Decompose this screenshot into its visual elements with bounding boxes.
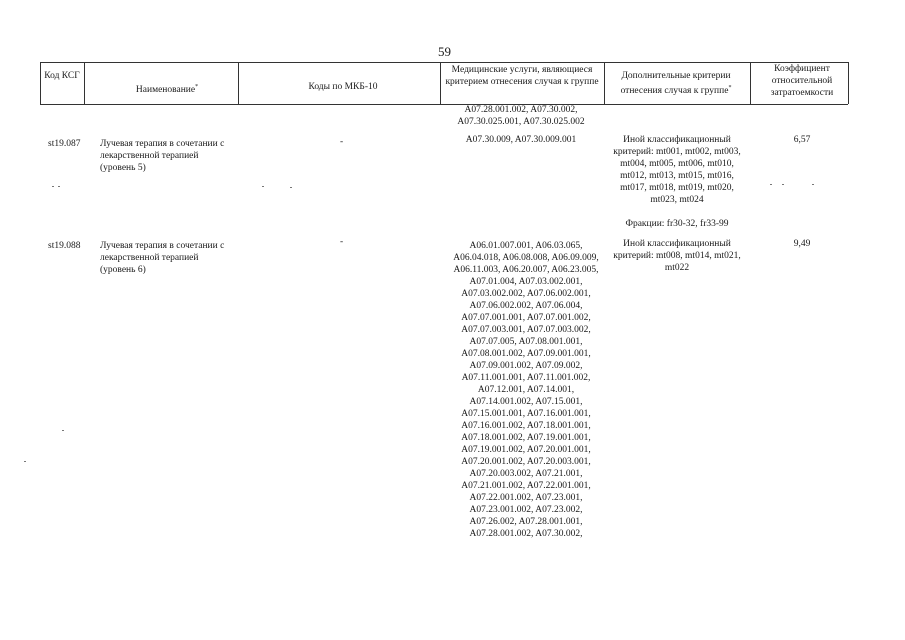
header-services: Медицинские услуги, являющиеся критерием отнесения случая к группе bbox=[445, 65, 599, 87]
carry-over-services: A07.28.001.002, A07.30.002, A07.30.025.001, A07.30.025.002 bbox=[457, 105, 585, 127]
header-extra bbox=[605, 70, 747, 97]
row-code: st19.087 bbox=[48, 139, 81, 149]
header-mkb: Коды по МКБ-10 bbox=[308, 82, 378, 92]
header-code: Код КСГ bbox=[44, 71, 80, 81]
row-extra: Иной классификационный критерий: mt008, mt014, mt021, mt022 bbox=[613, 239, 741, 273]
row-name: Лучевая терапия в сочетании с лекарственной терапией (уровень 5) bbox=[100, 139, 225, 173]
scan-speck bbox=[24, 461, 26, 462]
header-name-text: Наименование bbox=[135, 85, 196, 96]
row-coef: 9,49 bbox=[793, 239, 811, 249]
scan-speck bbox=[262, 186, 264, 187]
scan-speck bbox=[782, 184, 784, 185]
col-divider bbox=[84, 62, 85, 104]
row-services: A06.01.007.001, A06.03.065, A06.04.018, A06.08.008, A06.09.009, A06.11.003, A06.20.007, A06.23.005, A07.01.004, A07.03.002.001, A07.03.002.002, A07.06.002.001, A07.06.002.002, A07.06.004, A07.07.001.001, A07.07.001.002, A07.07.003.001, A07.07.003.002, A07.07.005, A07.08.001.001, A07.08.001.002, A07.09.001.001, A07.09.001.002, A07.09.002, A07.11.001.001, A07.11.001.002, A07.12.001, A07.14.001, A07.14.001.002, A07.15.001, A07.15.001.001, A07.16.001.001, A07.16.001.002, A07.18.001.001, A07.18.001.002, A07.19.001.001, A07.19.001.002, A07.20.001.001, A07.20.001.002, A07.20.003.001, A07.20.003.002, A07.21.001, A07.21.001.002, A07.22.001.001, A07.22.001.002, A07.23.001, A07.23.001.002, A07.23.002, A07.26.002, A07.28.001.001, A07.28.001.002, A07.30.002, bbox=[453, 241, 599, 539]
footnote-mark: * bbox=[195, 84, 199, 90]
row-extra-fractions: Фракции: fr30-32, fr33-99 bbox=[625, 219, 729, 229]
header-name bbox=[100, 81, 234, 96]
row-coef: 6,57 bbox=[793, 135, 811, 145]
row-mkb: - bbox=[340, 137, 344, 147]
row-services: A07.30.009, A07.30.009.001 bbox=[465, 135, 577, 145]
header-extra-text: Дополнительные критерии отнесения случая к группе bbox=[620, 71, 731, 97]
scan-speck bbox=[62, 430, 64, 431]
scan-speck bbox=[58, 186, 60, 187]
row-code: st19.088 bbox=[48, 241, 81, 251]
row-mkb: - bbox=[340, 237, 344, 247]
page-number: 59 bbox=[438, 44, 451, 59]
scan-speck bbox=[290, 187, 292, 188]
header-top-rule bbox=[40, 62, 848, 63]
col-divider bbox=[40, 62, 41, 104]
col-divider bbox=[750, 62, 751, 104]
col-divider bbox=[848, 62, 849, 104]
header-bottom-rule bbox=[40, 104, 848, 105]
row-name: Лучевая терапия в сочетании с лекарственной терапией (уровень 6) bbox=[100, 241, 225, 275]
scan-speck bbox=[52, 186, 54, 187]
row-extra: Иной классификационный критерий: mt001, mt002, mt003, mt004, mt005, mt006, mt010, mt012, mt013, mt015, mt016, mt017, mt018, mt019, mt020, mt023, mt024 bbox=[613, 135, 741, 205]
scan-speck bbox=[770, 184, 772, 185]
scan-speck bbox=[812, 184, 814, 185]
footnote-mark: * bbox=[728, 85, 732, 91]
header-coef: Коэффициент относительной затратоемкости bbox=[770, 64, 834, 98]
col-divider bbox=[440, 62, 441, 104]
col-divider bbox=[238, 62, 239, 104]
